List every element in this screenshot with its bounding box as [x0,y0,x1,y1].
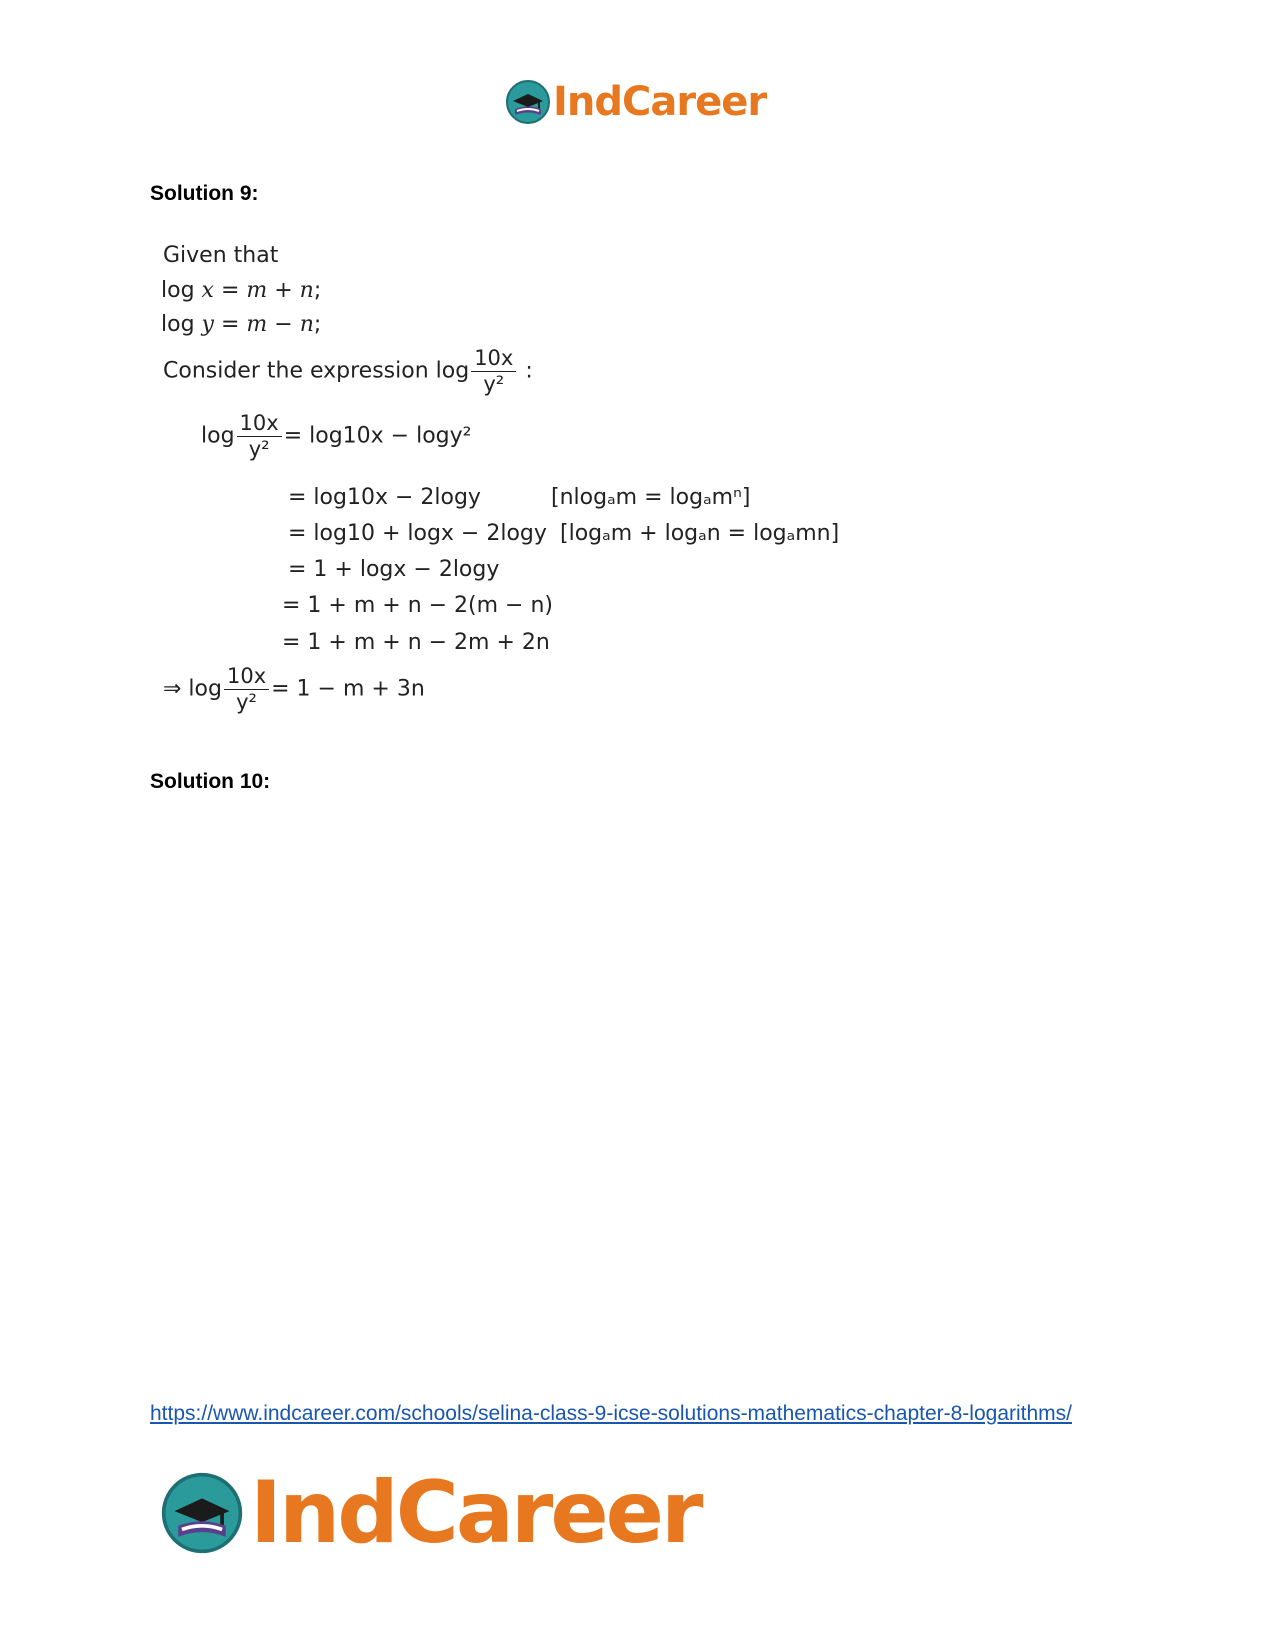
fraction: $\frac{10x}{\text{y²}}$ [237,413,282,460]
given-text: Given that [163,243,279,268]
step-6: = 1 + m + n − 2m + 2n [282,630,550,655]
step-2-note: [nlogₐm = logₐmⁿ] [551,485,751,510]
step-3-note: [logₐm + logₐn = logₐmn] [560,521,840,546]
fraction: $\frac{10x}{\text{y²}}$ [224,666,269,713]
given-log-x: log x = m + n; [161,278,322,303]
graduation-book-icon [505,79,551,125]
step-1: log $\frac{10x}{\text{y²}}$ = log10x − logy² [201,411,472,461]
result-line: ⇒ log $\frac{10x}{\text{y²}}$ = 1 − m + 3n [163,664,425,714]
step-2: = log10x − 2logy [288,485,481,510]
step-3: = log10 + logx − 2logy [288,521,547,546]
fraction: $\frac{10x}{\text{y²}}$ [471,348,516,395]
graduation-book-icon [160,1471,244,1555]
given-log-y: log y = m − n; [161,312,322,337]
solution-10-title: Solution 10: [150,770,271,793]
solution-9-title: Solution 9: [150,182,259,205]
brand-wordmark: IndCareer [553,79,767,125]
step-4: = 1 + logx − 2logy [288,557,500,582]
brand-wordmark: IndCareer [250,1463,701,1563]
source-link[interactable]: https://www.indcareer.com/schools/selina-class-9-icse-solutions-mathematics-chapter-8-logarithms/ [150,1402,1073,1425]
footer-logo [160,1463,701,1563]
step-5: = 1 + m + n − 2(m − n) [282,593,554,618]
consider-expression: Consider the expression log $\frac{10x}{\text{y²}}$ : [163,346,533,396]
header-logo [505,78,766,126]
